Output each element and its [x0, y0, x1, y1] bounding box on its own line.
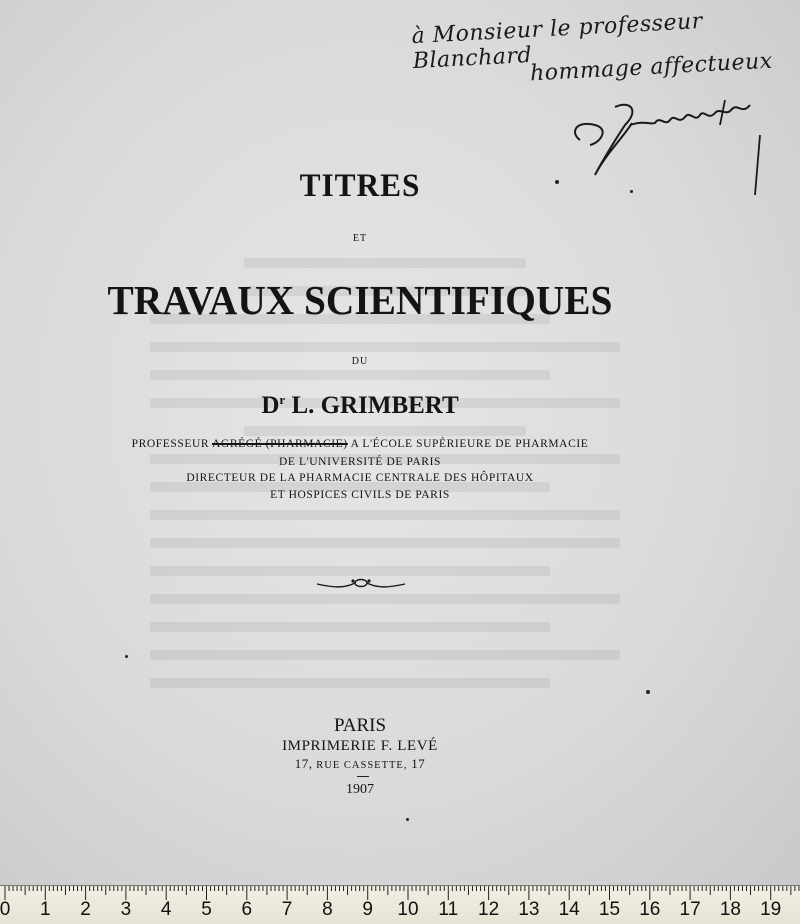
- ruler-number: 10: [397, 899, 419, 920]
- author-name-text: L. GRIMBERT: [291, 392, 459, 419]
- speck: [646, 690, 650, 694]
- ornament-divider: [315, 576, 407, 590]
- ruler-number: 1: [40, 899, 51, 920]
- ruler-number: 17: [679, 899, 701, 920]
- title-line-2: TRAVAUX SCIENTIFIQUES: [107, 277, 613, 323]
- imprint-address: [0, 756, 720, 772]
- ruler-number: 14: [558, 899, 580, 920]
- imprint-city: PARIS: [333, 715, 387, 736]
- ruler-number: 15: [598, 899, 621, 920]
- divider-dash: [357, 776, 369, 777]
- speck: [406, 818, 409, 821]
- ruler-number: 3: [120, 899, 132, 920]
- dedication-line-1: à Monsieur le professeur Blanchard: [410, 8, 704, 75]
- affiliation-line-4: ET HOSPICES CIVILS DE PARIS: [270, 489, 450, 501]
- ruler-number: 13: [518, 899, 540, 920]
- ruler-number: 9: [362, 899, 373, 920]
- ruler-number: 5: [201, 899, 212, 920]
- street-number: 17,: [294, 756, 313, 771]
- ruler-number: 6: [241, 899, 253, 920]
- affiliation-school: A L'ÉCOLE SUPÉRIEURE DE PHARMACIE: [350, 438, 589, 450]
- imprint-year: 1907: [346, 782, 374, 797]
- ruler-number: 7: [281, 899, 293, 920]
- ruler-number: 11: [438, 899, 459, 920]
- ruler-number: 16: [639, 899, 661, 920]
- author-prefix: D: [261, 392, 280, 419]
- struck-text: AGRÉGÉ (PHARMACIE): [212, 438, 348, 450]
- author-prefix-sup: r: [279, 392, 286, 407]
- street-number-2: 17: [411, 756, 426, 771]
- ruler-number: 2: [80, 899, 91, 920]
- affiliation-line-2: DE L'UNIVERSITÉ DE PARIS: [278, 456, 442, 468]
- title-preposition: DU: [351, 356, 369, 367]
- ruler-number: 8: [322, 899, 333, 920]
- imprint-printer: IMPRIMERIE F. LEVÉ: [282, 738, 438, 754]
- affiliation-title: PROFESSEUR: [131, 438, 210, 450]
- title-conjunction: ET: [352, 233, 368, 244]
- ruler-number: 4: [160, 899, 172, 920]
- ruler-number: 12: [478, 899, 500, 920]
- street-name: RUE CASSETTE,: [316, 760, 408, 771]
- speck: [555, 180, 559, 184]
- speck: [125, 655, 128, 658]
- speck: [630, 190, 633, 193]
- title-line-1: TITRES: [299, 168, 421, 204]
- ruler-ticks: [0, 886, 800, 900]
- author-name: [0, 392, 720, 420]
- ruler-number: 18: [719, 899, 741, 920]
- measurement-ruler: [0, 885, 800, 924]
- ruler-number: 0: [0, 899, 11, 920]
- ruler-number: 19: [760, 899, 782, 920]
- affiliation-line-1: [0, 438, 720, 450]
- affiliation-line-3: DIRECTEUR DE LA PHARMACIE CENTRALE DES HÔPITAUX: [186, 472, 534, 484]
- dedication-line-2: hommage affectueux: [529, 48, 774, 87]
